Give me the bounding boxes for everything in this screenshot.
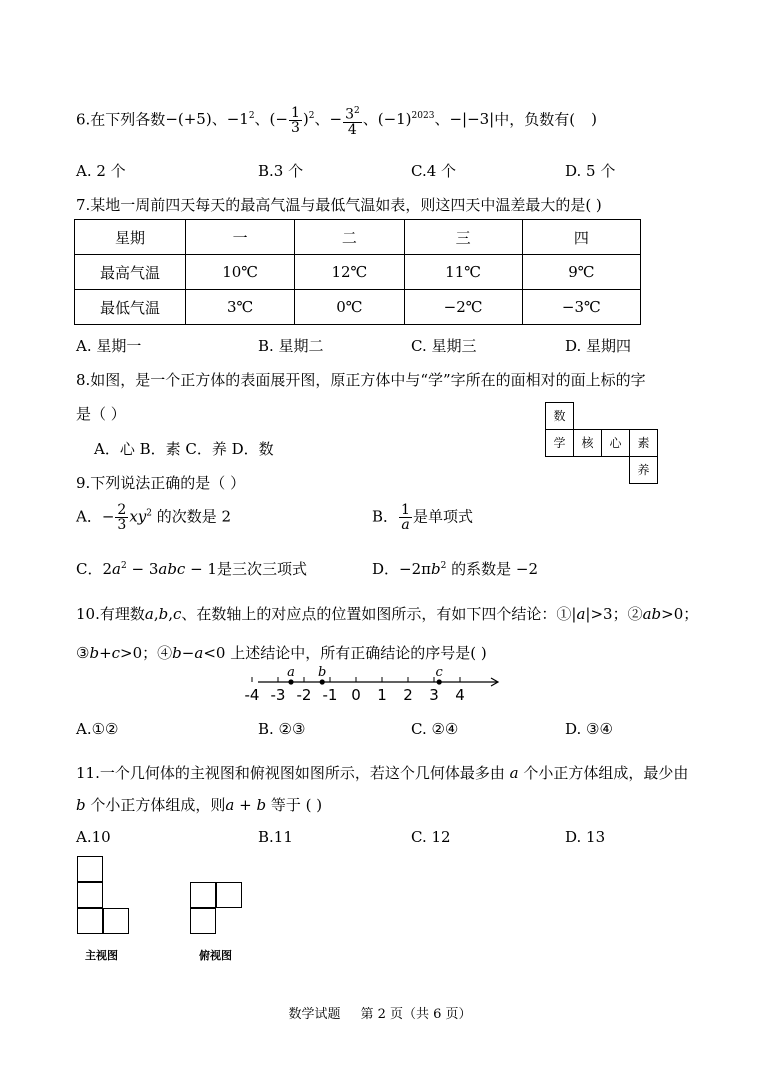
q10-option-d: D. ③④ (565, 720, 613, 738)
q11-stem-line1: 11.一个几何体的主视图和俯视图如图所示，若这个几何体最多由 a 个小正方体组成，最少由 (76, 764, 689, 782)
table-cell: 10℃ (186, 255, 295, 290)
view-square (190, 908, 216, 934)
table-cell: 最低气温 (75, 290, 186, 325)
q10-stem-line1: 10.有理数a,b,c、在数轴上的对应点的位置如图所示，有如下四个结论：①|a|>3；②ab>0； (76, 605, 699, 623)
axis-tick-label: 4 (455, 686, 465, 704)
q7-option-c: C. 星期三 (411, 337, 477, 355)
number-line (245, 665, 498, 704)
view-square (77, 856, 103, 882)
q6-option-a: A. 2 个 (76, 162, 126, 180)
q6-stem: 6.在下列各数−(+5)、$-1^2$、(− $\frac{1}{3}$ )$^2$、− $\frac{3^2}{4}$ 、$(-1)^{2023}$、−|−3|中，负数有( ) (76, 104, 597, 138)
axis-tick-label: -2 (296, 686, 312, 704)
q7-option-a: A. 星期一 (76, 337, 142, 355)
q11-stem-line2: b 个小正方体组成，则a + b 等于 ( ) (76, 796, 323, 814)
q7-stem: 7.某地一周前四天每天的最高气温与最低气温如表，则这四天中温差最大的是( ) (76, 196, 602, 214)
table-cell: 12℃ (295, 255, 404, 290)
net-face: 核 (573, 429, 602, 457)
table-header-cell: 一 (186, 220, 295, 255)
net-face: 素 (629, 429, 658, 457)
q11-option-a: A.10 (76, 828, 111, 846)
table-cell: 最高气温 (75, 255, 186, 290)
q9-option-b: B． $\frac{1}{a}$ 是单项式 (372, 502, 473, 533)
footer-title: 数学试题 (288, 1007, 341, 1022)
axis-tick-label: -3 (270, 686, 286, 704)
view-square (77, 908, 103, 934)
axis-tick-label: -1 (322, 686, 338, 704)
axis-point-label: a (287, 665, 295, 680)
q8-stem-line2: 是（ ） (76, 405, 126, 423)
axis-tick-label: 3 (429, 686, 439, 704)
net-face: 养 (629, 456, 658, 484)
net-face: 数 (545, 402, 574, 430)
view-square (216, 882, 242, 908)
q6-option-d: D. 5 个 (565, 162, 616, 180)
q9-option-a: A．− $\frac{2}{3}$ $xy^2$ 的次数是 2 (76, 502, 232, 533)
table-cell: 0℃ (295, 290, 404, 325)
axis-tick-label: -4 (244, 686, 260, 704)
view-square (190, 882, 216, 908)
axis-point (437, 679, 442, 684)
q6-option-b: B.3 个 (258, 162, 304, 180)
axis-point (320, 679, 325, 684)
footer-page: 第 2 页（共 6 页） (360, 1007, 472, 1022)
axis-tick-label: 2 (403, 686, 413, 704)
q6-stem-suffix: 中，负数有( (494, 110, 576, 129)
q9-option-c: C．$2a^2 - 3abc - 1$是三次三项式 (76, 560, 307, 578)
q11-option-c: C. 12 (411, 828, 451, 846)
q6-option-c: C.4 个 (411, 162, 457, 180)
table-cell: 11℃ (404, 255, 522, 290)
q10-option-b: B. ②③ (258, 720, 306, 738)
axis-point (288, 679, 293, 684)
q10-stem-line2: ③b+c>0；④b−a<0 上述结论中，所有正确结论的序号是( ) (76, 644, 487, 662)
front-view-label: 主视图 (85, 949, 118, 962)
top-view-label: 俯视图 (199, 949, 232, 962)
net-face: 心 (601, 429, 630, 457)
table-header-cell: 二 (295, 220, 404, 255)
q7-option-b: B. 星期二 (258, 337, 324, 355)
q9-stem: 9.下列说法正确的是（ ） (76, 474, 246, 492)
view-square (77, 882, 103, 908)
table-header-cell: 三 (404, 220, 522, 255)
q10-option-c: C. ②④ (411, 720, 459, 738)
view-square (103, 908, 129, 934)
table-cell: 9℃ (522, 255, 640, 290)
q8-options: A．心 B．素 C．养 D．数 (94, 440, 274, 458)
q11-option-b: B.11 (258, 828, 293, 846)
q11-option-d: D. 13 (565, 828, 606, 846)
q8-stem-line1: 8.如图，是一个正方体的表面展开图，原正方体中与“学”字所在的面相对的面上标的字 (76, 371, 646, 389)
table-header-cell: 四 (522, 220, 640, 255)
axis-point-label: c (435, 665, 443, 680)
axis-tick-label: 0 (351, 686, 361, 704)
axis-point-label: b (318, 665, 327, 680)
table-cell: −3℃ (522, 290, 640, 325)
q6-stem-prefix: 6.在下列各数 (76, 110, 166, 129)
table-header-cell: 星期 (75, 220, 186, 255)
q10-option-a: A.①② (76, 720, 119, 738)
q9-option-d: D．$-2\pi b^2$ 的系数是 −2 (372, 560, 539, 578)
page-footer (0, 1003, 760, 1022)
net-face: 学 (545, 429, 574, 457)
axis-tick-label: 1 (377, 686, 387, 704)
table-cell: −2℃ (404, 290, 522, 325)
table-cell: 3℃ (186, 290, 295, 325)
q7-option-d: D. 星期四 (565, 337, 632, 355)
